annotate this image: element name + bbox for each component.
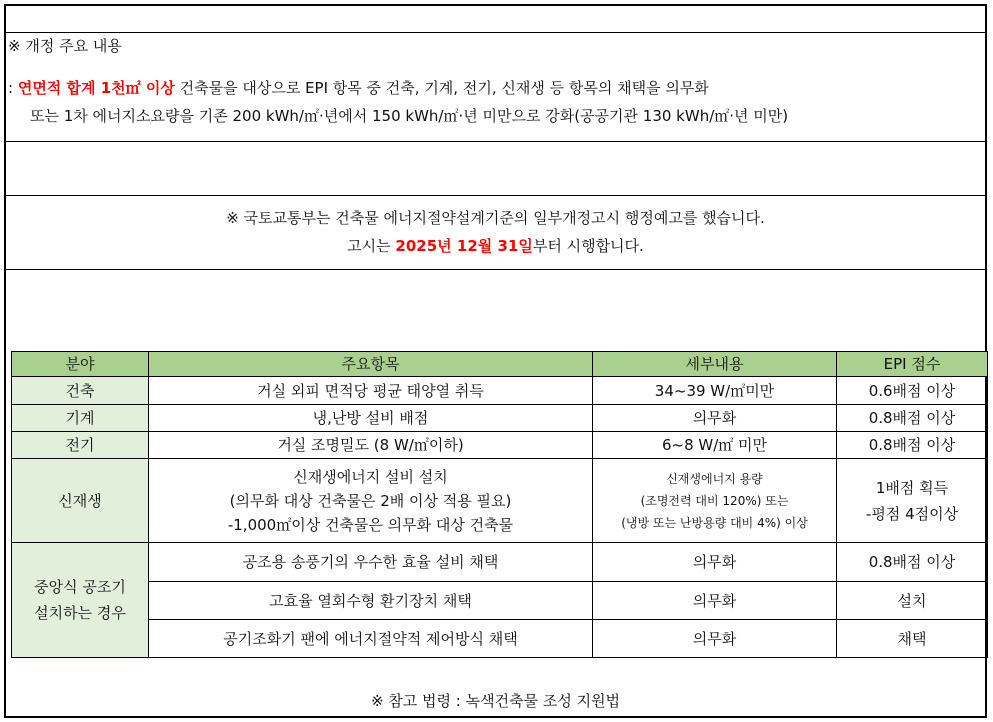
detail-cell: 의무화 bbox=[593, 543, 837, 582]
category-line: 중앙식 공조기 bbox=[34, 578, 126, 596]
header-detail: 세부내용 bbox=[593, 352, 837, 377]
header-item: 주요항목 bbox=[149, 352, 593, 377]
revision-line-1-prefix: : bbox=[8, 79, 18, 97]
announcement-line-2 bbox=[6, 236, 985, 256]
item-cell: 거실 외피 면적당 평균 태양열 취득 bbox=[149, 377, 593, 405]
detail-cell: 의무화 bbox=[593, 620, 837, 658]
table-header-row bbox=[12, 352, 988, 377]
divider bbox=[6, 32, 985, 33]
score-cell: 0.8배점 이상 bbox=[837, 405, 988, 432]
score-line: -평점 4점이상 bbox=[865, 504, 959, 523]
category-cell bbox=[12, 543, 149, 658]
table-row bbox=[12, 543, 988, 582]
item-cell: 냉,난방 설비 배점 bbox=[149, 405, 593, 432]
announcement-line-1 bbox=[6, 208, 985, 228]
announcement-text: ※ 국토교통부는 건축물 에너지절약설계기준의 일부개정고시 행정예고를 했습니다. bbox=[226, 209, 765, 227]
detail-cell: 34~39 W/㎡미만 bbox=[593, 377, 837, 405]
divider bbox=[6, 269, 985, 270]
table-row bbox=[12, 582, 988, 620]
score-cell: 0.6배점 이상 bbox=[837, 377, 988, 405]
item-cell bbox=[149, 459, 593, 543]
revision-title bbox=[8, 36, 122, 56]
item-cell: 공조용 송풍기의 우수한 효율 설비 채택 bbox=[149, 543, 593, 582]
item-cell: 공기조화기 팬에 에너지절약적 제어방식 채택 bbox=[149, 620, 593, 658]
epi-table bbox=[11, 351, 988, 658]
announcement-prefix: 고시는 bbox=[347, 237, 396, 255]
table-row bbox=[12, 459, 988, 543]
score-cell: 0.8배점 이상 bbox=[837, 432, 988, 459]
document-frame bbox=[4, 4, 987, 718]
reference-text: ※ 참고 법령 : 녹색건축물 조성 지원법 bbox=[370, 692, 621, 710]
item-line: -1,000㎡이상 건축물은 의무화 대상 건축물 bbox=[227, 515, 514, 534]
revision-line-1-rest: 건축물을 대상으로 EPI 항목 중 건축, 기계, 전기, 신재생 등 항목의 채택을 의무화 bbox=[174, 79, 709, 97]
effective-date: 2025년 12월 31일 bbox=[395, 237, 533, 255]
revision-line-2 bbox=[30, 106, 788, 126]
header-score: EPI 점수 bbox=[837, 352, 988, 377]
detail-line: (조명전력 대비 120%) 또는 bbox=[640, 493, 789, 508]
detail-cell: 의무화 bbox=[593, 405, 837, 432]
table-row bbox=[12, 432, 988, 459]
table-row bbox=[12, 377, 988, 405]
detail-cell: 의무화 bbox=[593, 582, 837, 620]
item-cell: 고효율 열회수형 환기장치 채택 bbox=[149, 582, 593, 620]
category-cell: 건축 bbox=[12, 377, 149, 405]
divider bbox=[6, 195, 985, 196]
score-line: 1배점 획득 bbox=[875, 478, 949, 497]
item-line: (의무화 대상 건축물은 2배 이상 적용 필요) bbox=[229, 491, 512, 510]
category-cell: 신재생 bbox=[12, 459, 149, 543]
divider bbox=[6, 141, 985, 142]
reference-law bbox=[6, 690, 985, 711]
category-cell: 기계 bbox=[12, 405, 149, 432]
detail-cell bbox=[593, 459, 837, 543]
header-field: 분야 bbox=[12, 352, 149, 377]
item-cell: 거실 조명밀도 (8 W/㎡이하) bbox=[149, 432, 593, 459]
revision-line-2-text: 또는 1차 에너지소요량을 기존 200 kWh/㎡·년에서 150 kWh/㎡·년 미만으로 강화(공공기관 130 kWh/㎡·년 미만) bbox=[30, 107, 789, 125]
table-row bbox=[12, 405, 988, 432]
item-line: 신재생에너지 설비 설치 bbox=[293, 467, 448, 486]
detail-line: 신재생에너지 용량 bbox=[666, 471, 763, 486]
category-cell: 전기 bbox=[12, 432, 149, 459]
announcement-suffix: 부터 시행합니다. bbox=[532, 237, 644, 255]
score-cell: 설치 bbox=[837, 582, 988, 620]
table-row bbox=[12, 620, 988, 658]
epi-table-wrap bbox=[11, 351, 987, 658]
category-line: 설치하는 경우 bbox=[34, 604, 126, 622]
revision-title-text: ※ 개정 주요 내용 bbox=[8, 37, 122, 55]
score-cell bbox=[837, 459, 988, 543]
detail-line: (냉방 또는 난방용량 대비 4%) 이상 bbox=[621, 515, 808, 530]
score-cell: 0.8배점 이상 bbox=[837, 543, 988, 582]
score-cell: 채택 bbox=[837, 620, 988, 658]
revision-highlight: 연면적 합계 1천㎡ 이상 bbox=[17, 79, 175, 97]
revision-line-1 bbox=[8, 78, 709, 98]
detail-cell: 6~8 W/㎡ 미만 bbox=[593, 432, 837, 459]
